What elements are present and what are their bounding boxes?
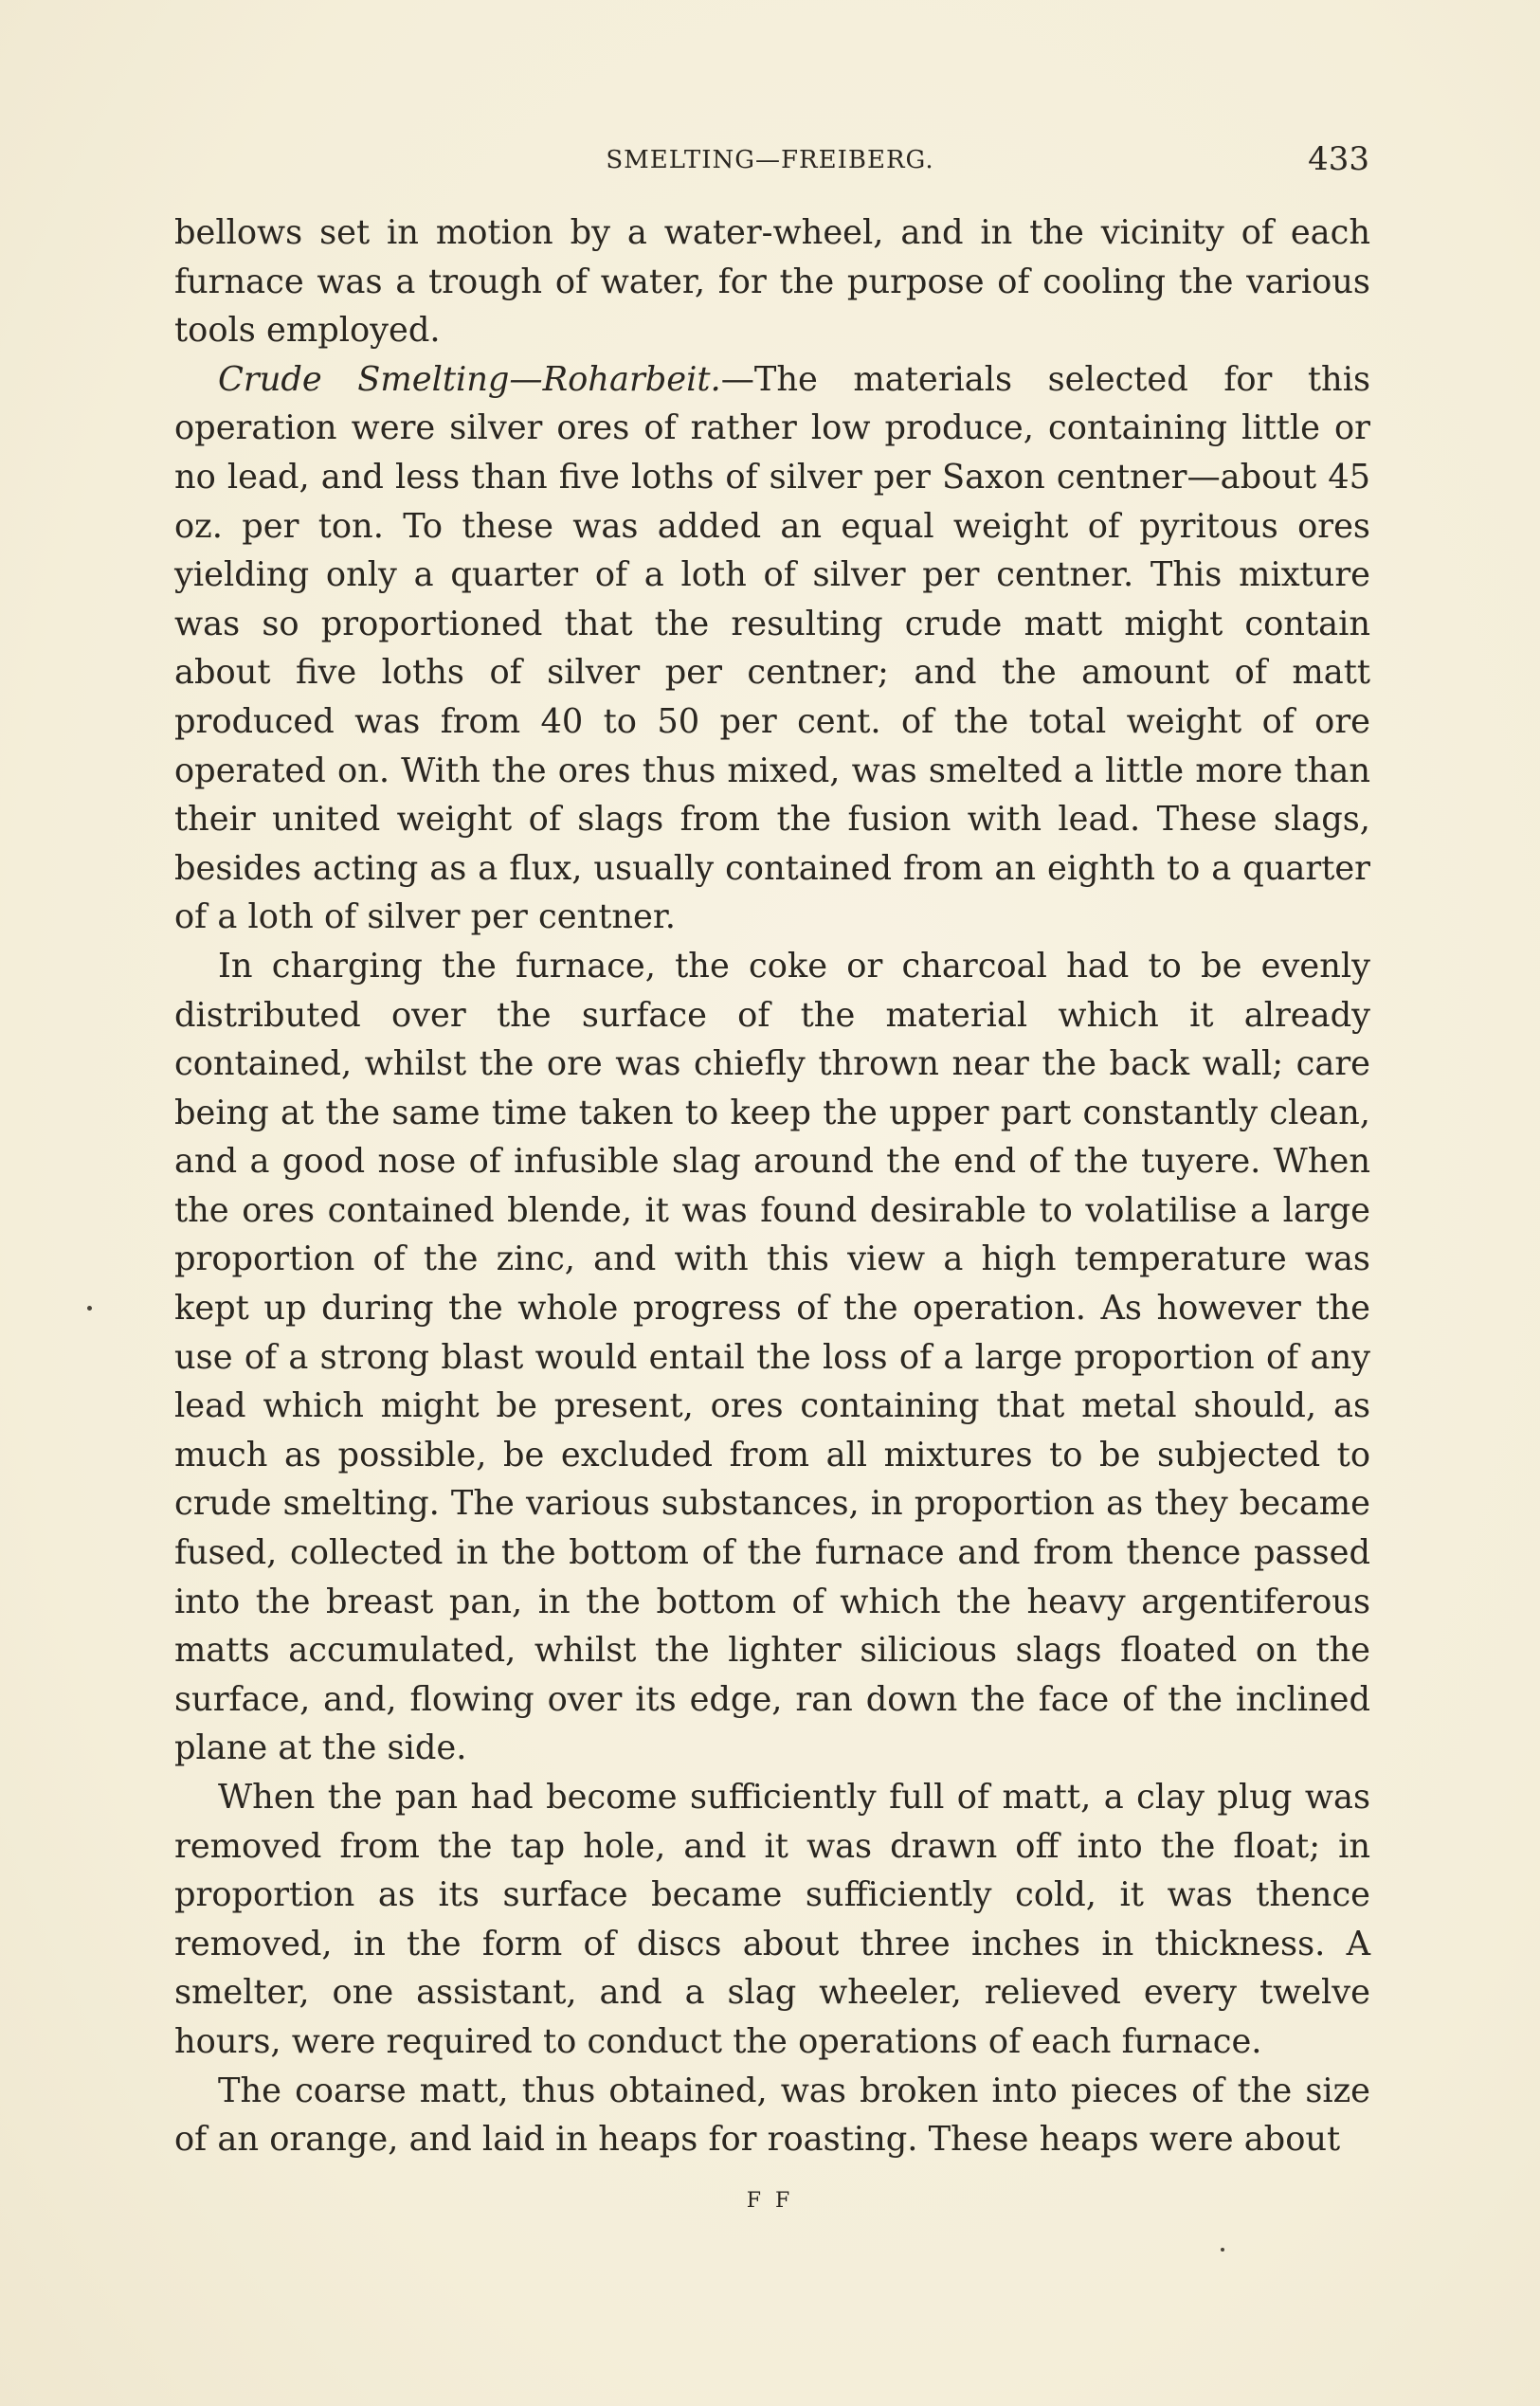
paragraph — [174, 1773, 1370, 2067]
paragraph — [174, 942, 1370, 1773]
signature-mark: F F — [746, 2189, 794, 2213]
paper-speck — [87, 1306, 92, 1311]
paragraph-text: bellows set in motion by a water-wheel, and in the vicinity of each furnace was a trough of water, for the purpose of cooling the various tools employed. — [174, 213, 1370, 351]
paragraph-text: When the pan had become sufficiently full of matt, a clay plug was removed from the tap hole, and it was drawn off into the float; in proportion as its surface became sufficiently cold, it was thence removed, in the form of discs about three inches in thickness. A smelter, one assistant, and a slag wheeler, relieved every twelve hours, were required to conduct the operations of each furnace. — [174, 1778, 1370, 2061]
paragraph — [174, 208, 1370, 355]
paper-speck — [1221, 2248, 1224, 2252]
running-title: SMELTING—FREIBERG. — [606, 146, 934, 174]
paragraph-text: —The materials selected for this operation were silver ores of rather low produce, containing little or no lead, and less than five loths of silver per Saxon centner—about 45 oz. per ton. To these was added an equal weight of pyritous ores yielding only a quarter of a loth of silver per centner. This mixture was so proportioned that the resulting crude matt might contain about five loths of silver per centner; and the amount of matt produced was from 40 to 50 per cent. of the total weight of ore operated on. With the ores thus mixed, was smelted a little more than their united weight of slags from the fusion with lead. These slags, besides acting as a flux, usually contained from an eighth to a quarter of a loth of silver per centner. — [174, 359, 1371, 937]
running-head — [171, 140, 1369, 178]
paragraph-text: In charging the furnace, the coke or charcoal had to be evenly distributed over the surface of the material which it already contained, whilst the ore was chiefly thrown near the back wall; care being at the same time taken to keep the upper part constantly clean, and a good nose of infusible slag around the end of the tuyere. When the ores contained blende, it was found desirable to volatilise a large proportion of the zinc, and with this view a high temperature was kept up during the whole progress of the operation. As however the use of a strong blast would entail the loss of a large proportion of any lead which might be present, ores containing that metal should, as much as possible, be excluded from all mixtures to be subjected to crude smelting. The various substances, in proportion as they became fused, collected in the bottom of the furnace and from thence passed into the breast pan, in the bottom of which the heavy argentiferous matts accumulated, whilst the lighter silicious slags floated on the surface, and, flowing over its edge, ran down the face of the inclined plane at the side. — [174, 946, 1370, 1768]
section-heading: Crude Smelting—Roharbeit. — [218, 359, 721, 399]
body-text — [174, 208, 1370, 2164]
page-number: 433 — [1308, 140, 1369, 178]
paragraph-text: The coarse matt, thus obtained, was broken into pieces of the size of an orange, and laid in heaps for roasting. These heaps were about — [174, 2071, 1370, 2160]
paragraph — [174, 355, 1370, 942]
paragraph — [174, 2067, 1370, 2164]
